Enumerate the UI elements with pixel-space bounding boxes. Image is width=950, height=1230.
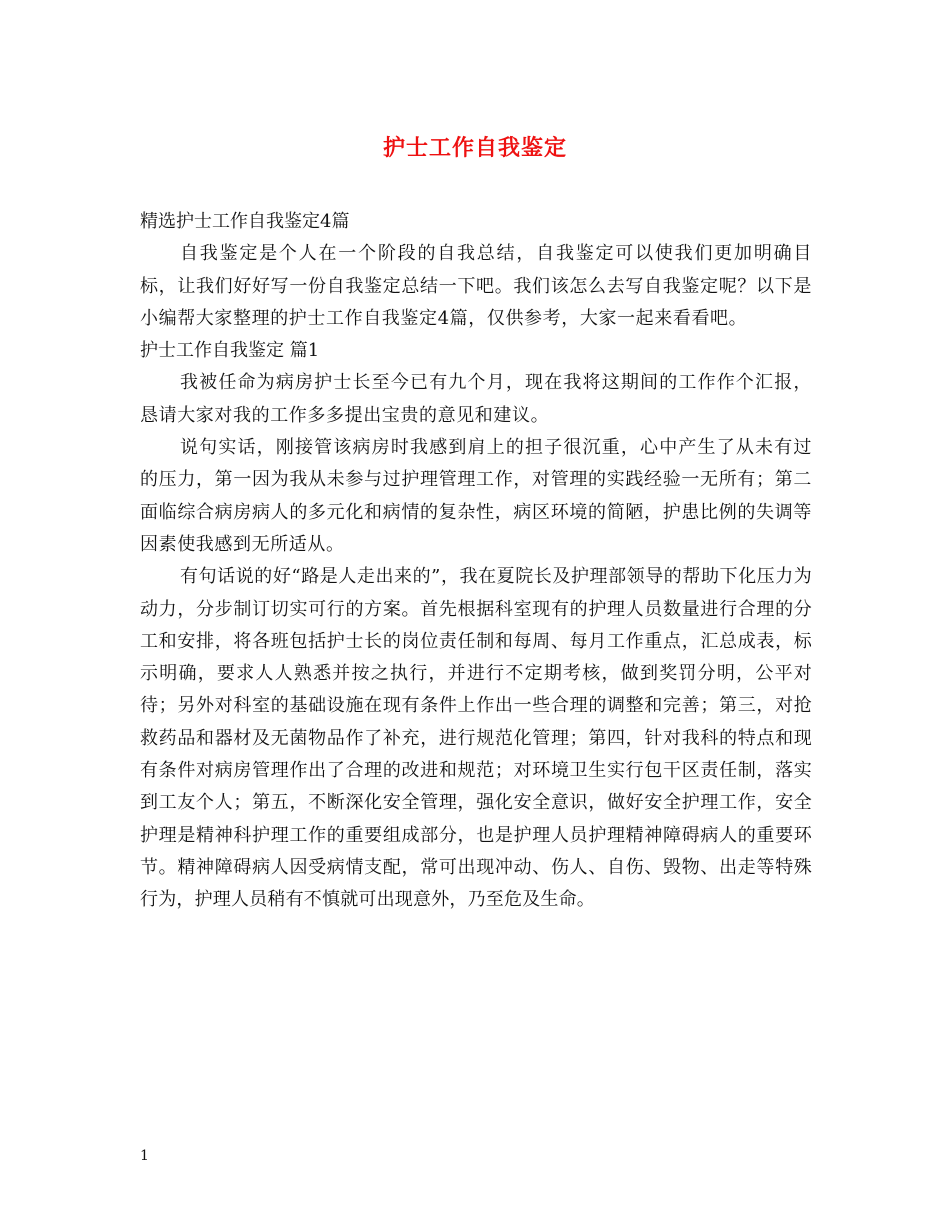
document-body <box>140 206 812 917</box>
intro-paragraph: 自我鉴定是个人在一个阶段的自我总结，自我鉴定可以使我们更加明确目标，让我们好好写一份自我鉴定总结一下吧。我们该怎么去写自我鉴定呢？以下是小编帮大家整理的护士工作自我鉴定4篇，仅供参考，大家一起来看看吧。 <box>140 243 812 329</box>
page-number: 1 <box>140 1148 149 1164</box>
body-paragraph-1: 我被任命为病房护士长至今已有九个月，现在我将这期间的工作作个汇报，恳请大家对我的工作多多提出宝贵的意见和建议。 <box>140 372 812 426</box>
body-paragraph-2: 说句实话，刚接管该病房时我感到肩上的担子很沉重，心中产生了从未有过的压力，第一因为我从未参与过护理管理工作，对管理的实践经验一无所有；第二面临综合病房病人的多元化和病情的复杂性，病区环境的简陋，护患比例的失调等因素使我感到无所适从。 <box>140 437 812 555</box>
section-heading: 护士工作自我鉴定 篇1 <box>140 340 320 362</box>
subtitle: 精选护士工作自我鉴定4篇 <box>140 211 350 232</box>
body-paragraph-3: 有句话说的好“路是人走出来的”，我在夏院长及护理部领导的帮助下化压力为动力，分步制订切实可行的方案。首先根据科室现有的护理人员数量进行合理的分工和安排，将各班包括护士长的岗位责任制和每周、每月工作重点，汇总成表，标示明确，要求人人熟悉并按之执行，并进行不定期考核，做到奖罚分明，公平对待；另外对科室的基础设施在现有条件上作出一些合理的调整和完善；第三，对抢救药品和器材及无菌物品作了补充，进行规范化管理；第四，针对我科的特点和现有条件对病房管理作出了合理的改进和规范；对环境卫生实行包干区责任制，落实到工友个人；第五，不断深化安全管理，强化安全意识，做好安全护理工作，安全护理是精神科护理工作的重要组成部分，也是护理人员护理精神障碍病人的重要环节。精神障碍病人因受病情支配，常可出现冲动、伤人、自伤、毁物、出走等特殊行为，护理人员稍有不慎就可出现意外，乃至危及生命。 <box>140 566 812 911</box>
document-title: 护士工作自我鉴定 <box>382 135 567 161</box>
